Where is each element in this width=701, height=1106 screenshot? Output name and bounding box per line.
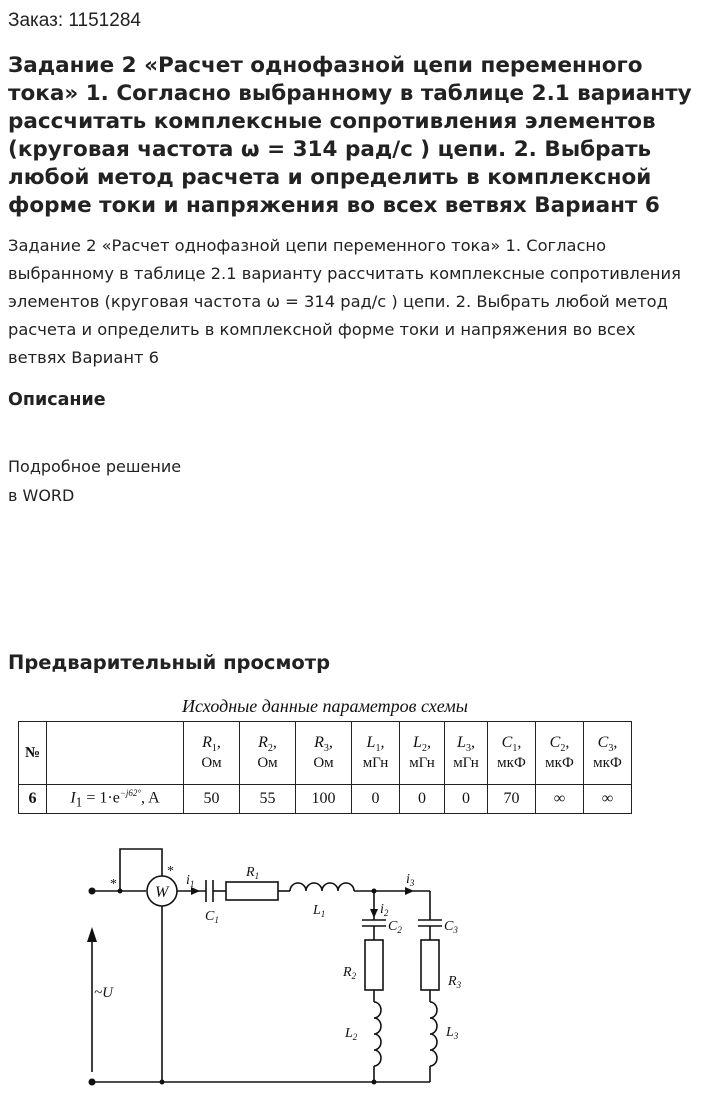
wattmeter-label: W xyxy=(155,884,169,901)
resistor-label-r3: $R_3$ xyxy=(448,974,462,990)
circuit-diagram xyxy=(0,838,701,1098)
inductor-label-l2: $L_2$ xyxy=(345,1026,358,1042)
param-value: 55 xyxy=(240,785,296,814)
description-heading: Описание xyxy=(8,390,106,410)
param-header: $L_2$, мГн xyxy=(400,722,445,785)
param-value: 0 xyxy=(445,785,488,814)
page-title: Задание 2 «Расчет однофазной цепи переменного тока» 1. Согласно выбранному в таблице 2.1 варианту рассчитать комплексные сопротивления элементов (круговая частота ω = 314 рад/с ) цепи. 2. Выбрать любой метод расчета и определить в комплексной форме токи и напряжения во всех ветвях Вариант 6 xyxy=(8,53,692,218)
resistor-label-r2: $R_2$ xyxy=(343,965,357,981)
param-header: $L_3$, мГн xyxy=(445,722,488,785)
param-value: 0 xyxy=(400,785,445,814)
param-value: 70 xyxy=(488,785,536,814)
current-label-i3: $i_3$ xyxy=(406,872,415,888)
param-header: $L_1$, мГн xyxy=(352,722,400,785)
solution-line-2: в WORD xyxy=(8,486,75,505)
star-mark: * xyxy=(167,864,174,879)
capacitor-label-c1: $C_1$ xyxy=(205,909,219,925)
source-current: $I_1 = 1\cdot e^{-j62^\circ}$, A xyxy=(47,785,184,814)
current-label-i1: $i_1$ xyxy=(186,873,195,889)
task-description: Задание 2 «Расчет однофазной цепи переменного тока» 1. Согласно выбранному в таблице 2.1 варианту рассчитать комплексные сопротивления элементов (круговая частота ω = 314 рад/с ) цепи. 2. Выбрать любой метод расчета и определить в комплексной форме токи и напряжения во всех ветвях Вариант 6 xyxy=(8,236,681,367)
star-mark: * xyxy=(110,877,117,892)
solution-note xyxy=(8,452,181,510)
parameters-table xyxy=(18,721,632,814)
table-caption: Исходные данные параметров схемы xyxy=(182,696,468,716)
order-number: Заказ: 1151284 xyxy=(8,10,141,31)
param-header: $C_2$, мкФ xyxy=(536,722,584,785)
param-header: $C_1$, мкФ xyxy=(488,722,536,785)
param-value: 0 xyxy=(352,785,400,814)
solution-line-1: Подробное решение xyxy=(8,457,182,476)
param-value: 100 xyxy=(296,785,352,814)
resistor-label-r1: $R_1$ xyxy=(246,865,260,881)
param-value: 50 xyxy=(184,785,240,814)
preview-heading: Предварительный просмотр xyxy=(8,651,331,674)
inductor-label-l3: $L_3$ xyxy=(446,1025,459,1041)
param-header: $R_3$, Ом xyxy=(296,722,352,785)
param-header: $R_1$, Ом xyxy=(184,722,240,785)
param-value: ∞ xyxy=(536,785,584,814)
inductor-label-l1: $L_1$ xyxy=(313,903,326,919)
variant-number: 6 xyxy=(19,785,47,814)
param-value: ∞ xyxy=(584,785,632,814)
current-label-i2: $i_2$ xyxy=(380,902,389,918)
param-header: $C_3$, мкФ xyxy=(584,722,632,785)
source-header xyxy=(47,722,184,785)
source-label: ~U xyxy=(94,985,113,1001)
param-header: $R_2$, Ом xyxy=(240,722,296,785)
number-header: № xyxy=(19,722,47,785)
capacitor-label-c3: $C_3$ xyxy=(444,919,458,935)
capacitor-label-c2: $C_2$ xyxy=(388,919,402,935)
